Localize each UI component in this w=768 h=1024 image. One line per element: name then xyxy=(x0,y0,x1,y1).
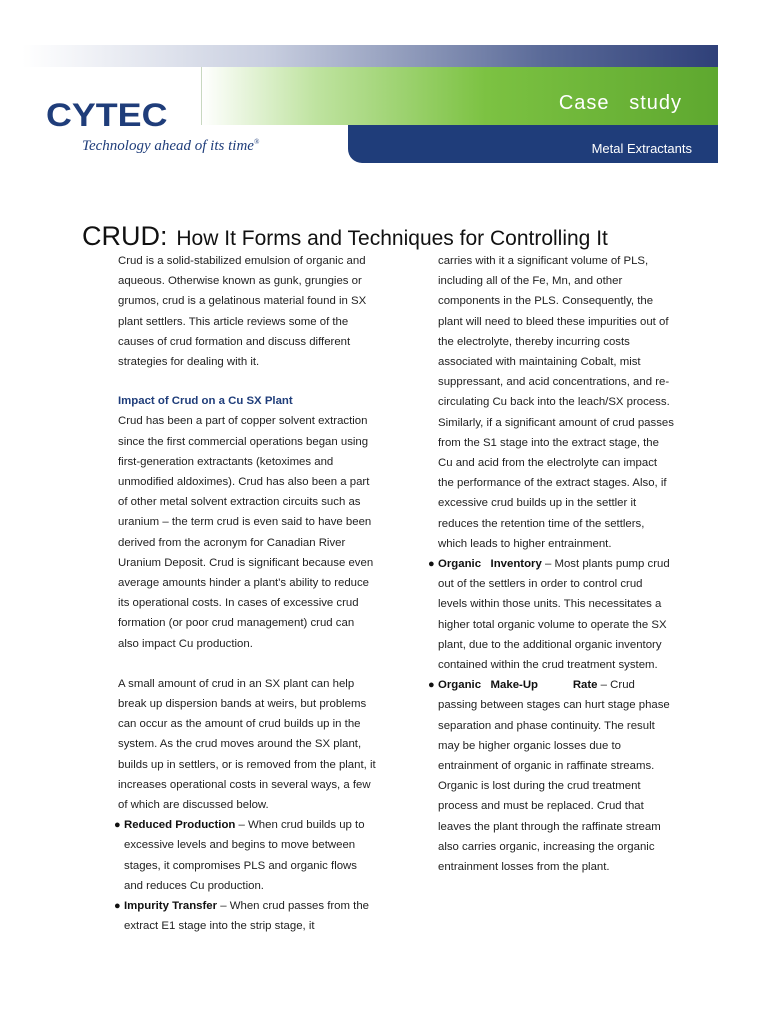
bullet-icon: ● xyxy=(114,900,121,913)
bullet-term: Reduced Production xyxy=(124,819,236,832)
bullet-text: – When crud builds up to excessive levels and begins to move between stages, it compromises PLS and organic flows and reduces Cu production. xyxy=(124,819,365,892)
category-label: Metal Extractants xyxy=(591,141,692,156)
section-heading: Impact of Crud on a Cu SX Plant xyxy=(118,395,293,408)
intro-paragraph: Crud is a solid-stabilized emulsion of organic and aqueous. Otherwise known as gunk, grungies or grumos, crud is a gelatinous material found in SX plant settlers. This article reviews some of the causes of crud formation and discuss different strategies for dealing with it. xyxy=(118,255,367,369)
bullet-icon: ● xyxy=(428,558,435,571)
left-column xyxy=(114,251,378,937)
header-divider xyxy=(201,67,202,125)
bullet-text: – When crud passes from the extract E1 stage into the strip stage, it xyxy=(124,900,370,933)
body-paragraph: Crud has been a part of copper solvent extraction since the first commercial operations began using first-generation extractants (ketoximes and unmodified aldoximes). Crud has also been a part of other metal solvent extraction circuits such as uranium – the term crud is even said to have been derived from the acronym for Canadian River Uranium Deposit. Crud is significant because even average amounts hinder a plant's ability to reduce its operational costs. In cases of excessive crud formation (or poor crud management) crud can also impact Cu production. xyxy=(118,415,374,650)
bullet-term: Organic Inventory xyxy=(438,558,542,571)
company-tagline xyxy=(82,138,259,155)
page-title xyxy=(82,216,608,253)
tagline-text: Technology ahead of its time xyxy=(82,138,254,154)
title-rest: How It Forms and Techniques for Controlling It xyxy=(176,227,608,250)
bullet-item xyxy=(428,675,674,877)
bullet-icon: ● xyxy=(428,679,435,692)
bullet-item xyxy=(114,815,378,896)
bullet-item xyxy=(428,554,674,675)
bullet-text: – Most plants pump crud out of the settlers in order to control crud levels within those units. This necessitates a higher total organic volume to operate the SX plant, due to the additional organic inventory contained within the crud treatment system. xyxy=(438,558,670,672)
bullet-term: Organic Make-Up Rate xyxy=(438,679,598,692)
bullet-text: – Crud passing between stages can hurt stage phase separation and phase continuity. The result may be higher organic losses due to entrainment of organic in raffinate streams. Organic is lost during the crud treatment process and must be replaced. Crud that leaves the plant through the raffinate stream also carries organic, increasing the organic entrainment losses from the plant. xyxy=(438,679,670,874)
body-paragraph: carries with it a significant volume of PLS, including all of the Fe, Mn, and other components in the PLS. Consequently, the plant will need to bleed these impurities out of the electrolyte, thereby incurring costs associated with maintaining Cobalt, mist suppressant, and acid concentrations, and re-circulating Cu back into the leach/SX process. Similarly, if a significant amount of crud passes from the S1 stage into the extract stage, the Cu and acid from the electrolyte can impact the performance of the extract stages. Also, if excessive crud builds up in the settler it reduces the retention time of the settlers, which leads to higher entrainment. xyxy=(438,255,674,550)
company-logo: CYTEC xyxy=(46,97,168,133)
header-gradient-bar xyxy=(22,45,718,67)
right-column xyxy=(428,251,674,877)
bullet-term: Impurity Transfer xyxy=(124,900,218,913)
paragraph-gap xyxy=(118,654,378,674)
title-lead: CRUD: xyxy=(82,221,168,251)
body-paragraph: A small amount of crud in an SX plant can help break up dispersion bands at weirs, but problems can occur as the amount of crud builds up in the system. As the crud moves around the SX plant, builds up in settlers, or is removed from the plant, it increases operational costs in several ways, a few of which are discussed below. xyxy=(118,677,376,812)
doc-type-label: Case study xyxy=(558,92,682,114)
bullet-icon: ● xyxy=(114,819,121,832)
bullet-item xyxy=(114,896,378,936)
registered-mark: ® xyxy=(253,138,260,146)
